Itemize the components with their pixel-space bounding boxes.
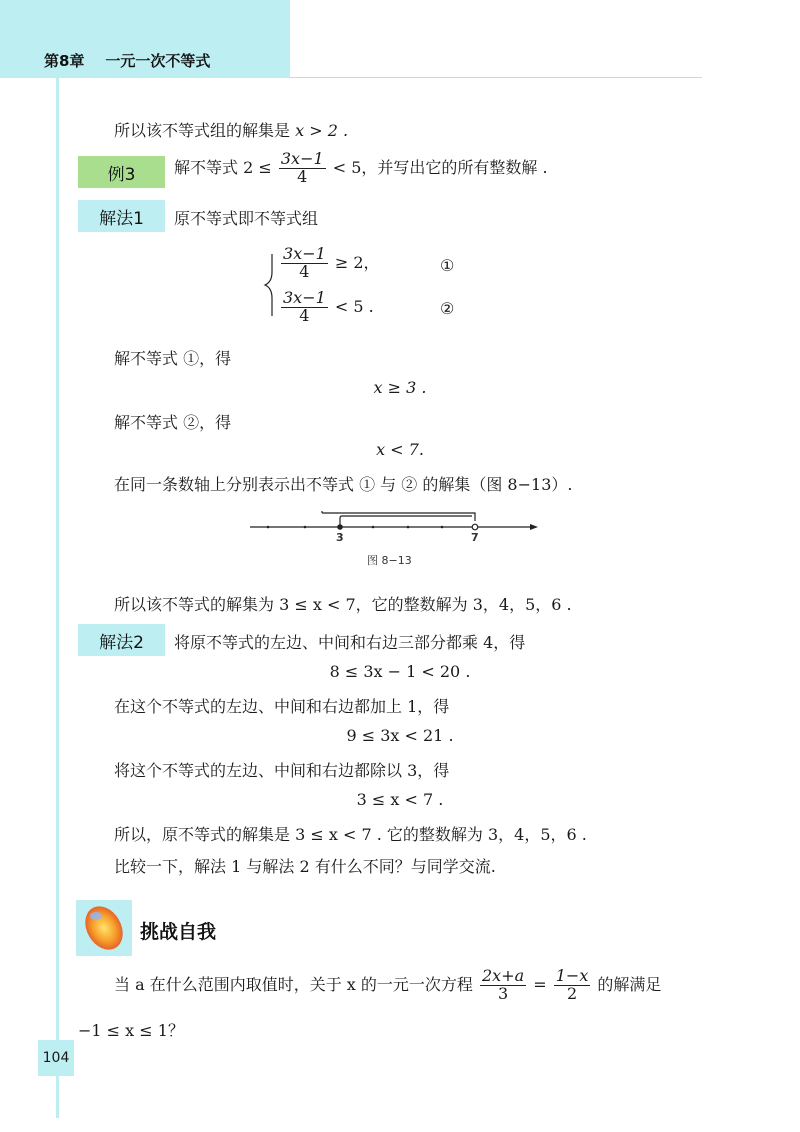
text-line: 解不等式 ②，得 bbox=[114, 413, 232, 432]
method-tag: 解法2 bbox=[78, 624, 165, 656]
axis-label-7: 7 bbox=[471, 531, 479, 544]
fraction-denominator: 4 bbox=[299, 261, 310, 281]
text-line: 在同一条数轴上分别表示出不等式 ① 与 ② 的解集（图 8−13）. bbox=[114, 475, 573, 494]
closed-point-3 bbox=[337, 524, 343, 530]
fraction-numerator: 3x−1 bbox=[283, 288, 326, 307]
label-circle-1: ① bbox=[440, 256, 455, 275]
challenge-question bbox=[114, 968, 661, 1003]
fraction-numerator: 3x−1 bbox=[280, 149, 324, 168]
example-tag: 例3 bbox=[78, 156, 165, 188]
fraction bbox=[480, 968, 526, 1003]
challenge-title: 挑战自我 bbox=[140, 921, 217, 943]
text-segment: < 5 . bbox=[329, 296, 374, 316]
text-segment: < 5，并写出它的所有整数解 . bbox=[327, 157, 548, 177]
axis-arrow bbox=[530, 524, 538, 530]
text-segment: 解不等式 2 ≤ bbox=[174, 157, 277, 177]
math-display: 3 ≤ x < 7 . bbox=[356, 790, 444, 809]
fraction-denominator: 4 bbox=[297, 166, 308, 186]
fraction-numerator: 1−x bbox=[555, 966, 589, 985]
fraction-numerator: 2x+a bbox=[482, 966, 525, 985]
text-line: 原不等式即不等式组 bbox=[174, 209, 319, 228]
text-line: 解不等式 ①，得 bbox=[114, 349, 232, 368]
page-number: 104 bbox=[38, 1040, 74, 1076]
text-line: 比较一下，解法 1 与解法 2 有什么不同？与同学交流. bbox=[114, 857, 496, 876]
text-line bbox=[114, 118, 348, 141]
text-segment: ≥ 2， bbox=[329, 252, 380, 272]
text-line: −1 ≤ x ≤ 1？ bbox=[78, 1021, 184, 1040]
axis-label-3: 3 bbox=[336, 531, 344, 544]
example-statement bbox=[174, 151, 548, 186]
label-circle-2: ② bbox=[440, 299, 455, 318]
system-row-2 bbox=[279, 290, 374, 325]
figure-caption: 图 8−13 bbox=[367, 554, 412, 567]
fraction bbox=[281, 246, 328, 281]
header-rule bbox=[290, 77, 702, 78]
math-display: 8 ≤ 3x − 1 < 20 . bbox=[329, 662, 471, 681]
text-line: 将这个不等式的左边、中间和右边都除以 3，得 bbox=[114, 761, 450, 780]
fraction bbox=[279, 151, 326, 186]
fraction-denominator: 4 bbox=[299, 305, 310, 325]
math-display: 9 ≤ 3x < 21 . bbox=[346, 726, 454, 745]
text-segment: 当 a 在什么范围内取值时，关于 x 的一元一次方程 bbox=[114, 974, 478, 994]
text-line: 所以，原不等式的解集是 3 ≤ x < 7 . 它的整数解为 3，4，5，6 . bbox=[114, 825, 587, 844]
math-display: x < 7. bbox=[376, 440, 424, 459]
system-row-1 bbox=[279, 246, 380, 281]
fraction-denominator: 2 bbox=[566, 983, 578, 1003]
math-inline: x > 2 . bbox=[295, 121, 349, 140]
text-segment: 所以该不等式组的解集是 bbox=[114, 121, 296, 140]
chapter-title: 第8章 一元一次不等式 bbox=[44, 52, 211, 70]
fraction-numerator: 3x−1 bbox=[283, 244, 326, 263]
text-segment: 的解满足 bbox=[592, 974, 662, 994]
number-line-figure bbox=[250, 505, 540, 543]
text-segment: = bbox=[528, 974, 552, 994]
solution-ray-2 bbox=[340, 516, 472, 527]
text-line: 所以该不等式的解集为 3 ≤ x < 7，它的整数解为 3，4，5，6 . bbox=[114, 595, 572, 614]
system-brace bbox=[262, 252, 276, 318]
open-point-7 bbox=[472, 524, 478, 530]
solution-ray-1 bbox=[322, 513, 475, 521]
fraction bbox=[281, 290, 328, 325]
method-tag: 解法1 bbox=[78, 200, 165, 232]
math-display: x ≥ 3 . bbox=[373, 378, 427, 397]
challenge-icon bbox=[74, 898, 134, 958]
left-margin-rule bbox=[56, 78, 59, 1118]
text-line: 在这个不等式的左边、中间和右边都加上 1，得 bbox=[114, 697, 450, 716]
text-line: 将原不等式的左边、中间和右边三部分都乘 4，得 bbox=[174, 633, 526, 652]
fraction-denominator: 3 bbox=[497, 983, 509, 1003]
fraction bbox=[554, 968, 591, 1003]
